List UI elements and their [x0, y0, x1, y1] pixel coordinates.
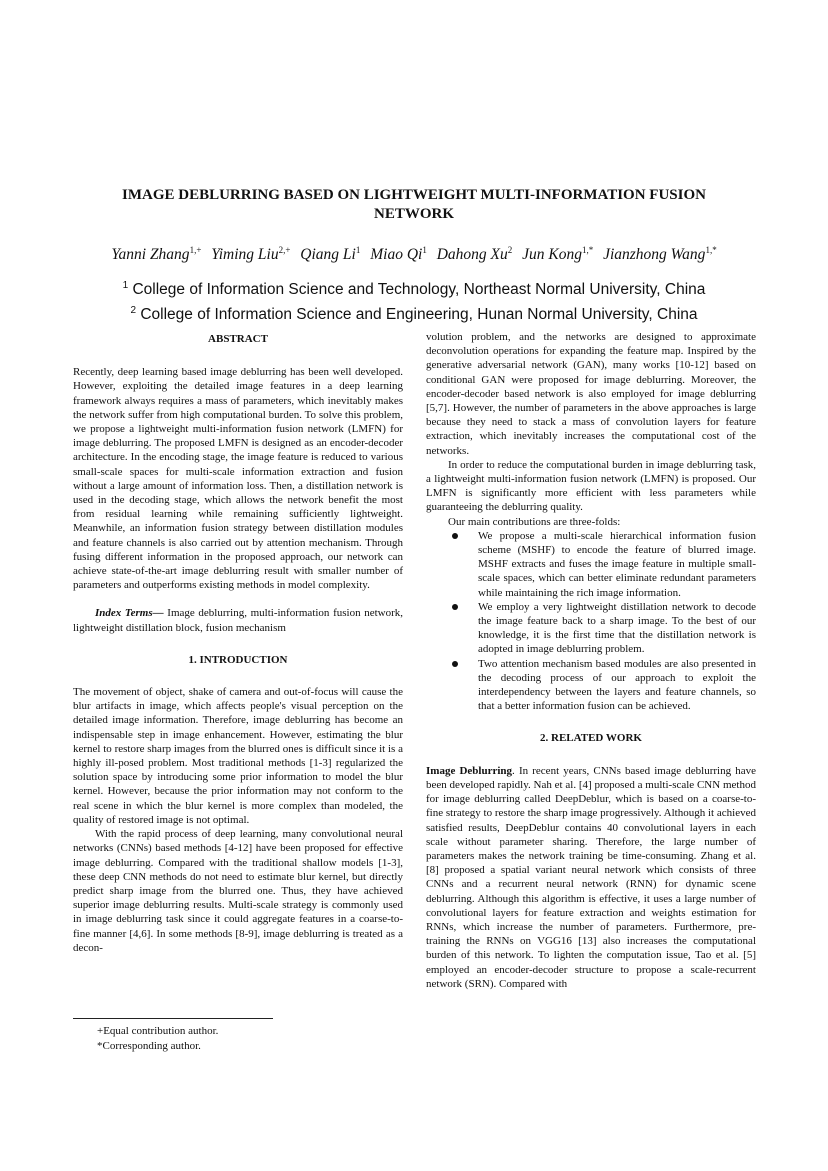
author: Miao Qi$^1$ — [370, 245, 427, 264]
author: Jianzhong Wang$^{1,*}$ — [603, 245, 717, 264]
related-work-heading: 2. RELATED WORK — [540, 732, 642, 745]
footnote-rule — [73, 1018, 273, 1019]
author-list — [40, 240, 788, 265]
list-item: We employ a very lightweight distillation network to decode the image feature back to a sharp image. To the best of our knowledge, it is the first time that the distillation network is adopted in image deblurring problem. — [426, 600, 756, 657]
intro-paragraph: With the rapid process of deep learning, many convolutional neural networks (CNNs) based methods [4-12] have been proposed for effective image deblurring. Compared with the traditional shallow models [1-3], these deep CNN methods do not need to estimate blur kernel, but directly predict sharp image from the blurred one. Thus, they have achieved superior image deblurring results. Multi-scale strategy is commonly used in image deblurring task since it could aggregate features in a coarse-to-fine manner [4,6]. In some methods [8-9], image deblurring is treated as a decon- — [73, 828, 403, 954]
author: Yanni Zhang$^{1,+}$ — [111, 245, 202, 264]
author: Dahong Xu$^2$ — [436, 245, 513, 264]
intro-paragraph: volution problem, and the networks are designed to approximate deconvolution operations for expanding the feature map. Inspired by the generative adversarial network (GAN), many works [10-12] based on conditional GAN were proposed for image deblurring. Moreover, the encoder-decoder based network is also employed for image deblurring [5,7]. However, the number of parameters in the above approaches is large because they need to stack a mass of convolution layers for feature extraction, which inevitably increases the computational cost of the networks. — [426, 331, 756, 457]
related-work-paragraph: Image Deblurring. In recent years, CNNs based image deblurring have been developed rapidly. Nah et al. [4] proposed a multi-scale CNN method for image deblurring called DeepDeblur, which is based on a coarse-to-fine strategy to restore the sharp image progressively. Although it achieved satisfied results, DeepDeblur contains 40 convolutional layers in each scale without parameter sharing. Therefore, the large number of parameters makes the network training be time-consuming. Zhang et al. [8] proposed a spatial variant neural network which consists of three CNNs and a recurrent neural network (RNN) for dynamic scene deblurring. Although this algorithm is effective, it uses a large number of convolutional layers for feature extraction and weights estimation for RNNs, which increase the number of parameters. Furthermore, pre-training the RNNs on VGG16 [13] also increases the computational burden of this network. To lighten the computation issue, Tao et al. [5] employed an encoder-decoder structure to propose a scale-recurrent network (SRN). Compared with — [426, 764, 756, 990]
paper-title — [75, 186, 753, 224]
footnote: +Equal contribution author. — [97, 1025, 219, 1037]
bullet-icon — [452, 533, 458, 539]
footnote: *Corresponding author. — [97, 1040, 201, 1052]
affiliation: $^2$ College of Information Science and Engineering, Hunan Normal University, China — [130, 305, 698, 324]
author: Jun Kong$^{1,*}$ — [522, 245, 594, 264]
affiliations — [40, 275, 788, 325]
abstract-text: Recently, deep learning based image deblurring has been well developed. However, exploiting the detailed image features in a deep learning framework always requires a mass of parameters, which inevitably makes the network suffer from high computational burden. To solve this problem, we propose a lightweight multi-information fusion network (LMFN) for image deblurring. The proposed LMFN is designed as an encoder-decoder architecture. In the encoding stage, the image feature is reduced to various small-scale spaces for multi-scale information extraction and fusion without a large amount of information loss. Then, a distillation network is used in the decoding stage, which allows the network benefit the most from residual learning while remaining sufficiently lightweight. Meanwhile, an information fusion strategy between distillation modules and feature channels is also carried out by attention mechanism. Through fusing different information in the proposed approach, our network can achieve state-of-the-art image deblurring result with smaller number of parameters and outperforms existing methods in model complexity. — [73, 366, 403, 592]
list-item: We propose a multi-scale hierarchical information fusion scheme (MSHF) to encode the feature of blurred image. MSHF extracts and fuses the image feature in multiple small-scale spaces, which can better eliminate redundant parameters while maintaining the rich image information. — [426, 529, 756, 600]
title-line-1: IMAGE DEBLURRING BASED ON LIGHTWEIGHT MULTI-INFORMATION FUSION — [122, 187, 706, 203]
author: Qiang Li$^1$ — [300, 245, 361, 264]
contributions-intro: Our main contributions are three-folds: — [448, 515, 621, 528]
list-item: Two attention mechanism based modules are also presented in the decoding process of our approach to exploit the interdependency between the layers and feature channels, so that a better information fusion can be achieved. — [426, 657, 756, 714]
intro-paragraph: The movement of object, shake of camera and out-of-focus will cause the blur artifacts in image, which affects people's visual perception on the detailed image information. Therefore, image deblurring has become an indispensable step in image enhancement. However, estimating the blur kernel to restore sharp images from the blurred ones is difficult since it is a highly ill-posed problem. Most traditional methods [1-3] regularized the solution space by introducing some prior information to model the blur kernel. However, because the prior information may not conform to the real scene in which the blur kernel is more complex than modeled, the quality of restored image is not optimal. — [73, 686, 403, 826]
footnotes — [97, 1024, 218, 1054]
right-column — [426, 330, 756, 991]
index-terms: Index Terms— Image deblurring, multi-information fusion network, lightweight distillation block, fusion mechanism — [73, 607, 404, 634]
contribution-list — [426, 529, 756, 714]
intro-heading: 1. INTRODUCTION — [188, 653, 288, 666]
affiliation: $^1$ College of Information Science and Technology, Northeast Normal University, China — [122, 280, 706, 299]
intro-paragraph: In order to reduce the computational burden in image deblurring task, a lightweight multi-information fusion network (LMFN) is proposed. Our LMFN is significantly more efficient with less parameters while guaranteeing the deblurring quality. — [426, 458, 756, 514]
bullet-icon — [452, 604, 458, 610]
bullet-icon — [452, 661, 458, 667]
title-line-2: NETWORK — [373, 206, 454, 222]
author: Yiming Liu$^{2,+}$ — [211, 245, 291, 264]
left-column — [73, 330, 403, 955]
abstract-heading: ABSTRACT — [208, 333, 268, 345]
